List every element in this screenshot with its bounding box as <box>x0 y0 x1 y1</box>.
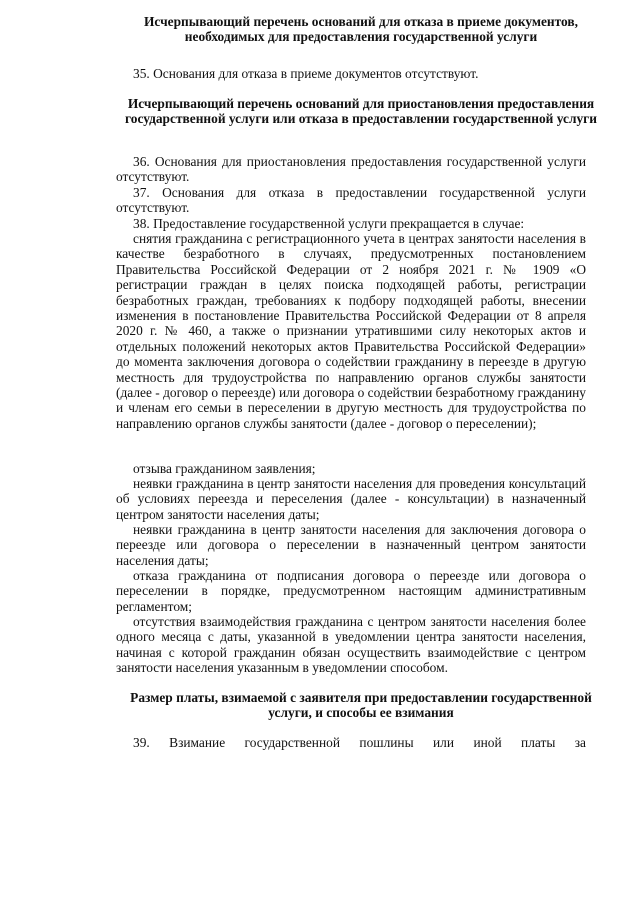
paragraph-36: 36. Основания для приостановления предоставления государственной услуги отсутствуют. <box>116 154 586 185</box>
paragraph-38: 38. Предоставление государственной услуги прекращается в случае: <box>133 216 525 231</box>
paragraph-38-withdrawal: отзыва гражданином заявления; <box>133 461 316 476</box>
paragraph-38-deregistration: снятия гражданина с регистрационного учета в центрах занятости населения в качестве безработного в случаях, предусмотренных постановлением Правительства Российской Федерации от 2 ноября 2021 г. № 1909 «О регистрации граждан в целях поиска подходящей работы, регистрации безработных граждан, требованиях к подбору подходящей работы, внесении изменения в постановление Правительства Российской Федерации от 8 апреля 2020 г. № 460, а также о признании утратившими силу некоторых актов и отдельных положений некоторых актов Правительства Российской Федерации» до момента заключения договора о содействии гражданину в переезде в другую местность для трудоустройства по направлению органов службы занятости (далее - договор о переезде) или договора о содействии безработному гражданину и членам его семьи в переселении в другую местность для трудоустройства по направлению органов службы занятости (далее - договор о переселении); <box>116 231 586 431</box>
paragraph-35: 35. Основания для отказа в приеме документов отсутствуют. <box>133 66 479 81</box>
heading-fee: Размер платы, взимаемой с заявителя при предоставлении государственной услуги, и способы ее взимания <box>130 690 592 720</box>
paragraph-38-no-interaction: отсутствия взаимодействия гражданина с центром занятости населения более одного месяца с даты, указанной в уведомлении центра занятости населения, начиная с которой гражданин обязан осуществить взаимодействие с центром занятости населения указанным в уведомлении способом. <box>116 614 586 676</box>
paragraph-38-no-show-contract: неявки гражданина в центр занятости населения для заключения договора о переезде или договора о переселении в назначенный центром занятости населения даты; <box>116 522 586 568</box>
heading-suspension-refusal: Исчерпывающий перечень оснований для приостановления предоставления государственной услуги или отказа в предоставлении государственной услуги <box>125 96 597 126</box>
paragraph-39: 39. Взимание государственной пошлины или иной платы за <box>133 735 586 750</box>
heading-refusal-documents: Исчерпывающий перечень оснований для отказа в приеме документов, необходимых для предоставления государственной услуги <box>144 14 578 44</box>
paragraph-38-refusal-signing: отказа гражданина от подписания договора о переезде или договора о переселении в порядке, предусмотренном настоящим административным регламентом; <box>116 568 586 614</box>
paragraph-37: 37. Основания для отказа в предоставлении государственной услуги отсутствуют. <box>116 185 586 216</box>
paragraph-38-no-show-consultation: неявки гражданина в центр занятости населения для проведения консультаций об условиях переезда и переселения (далее - консультации) в назначенный центром занятости населения даты; <box>116 476 586 522</box>
